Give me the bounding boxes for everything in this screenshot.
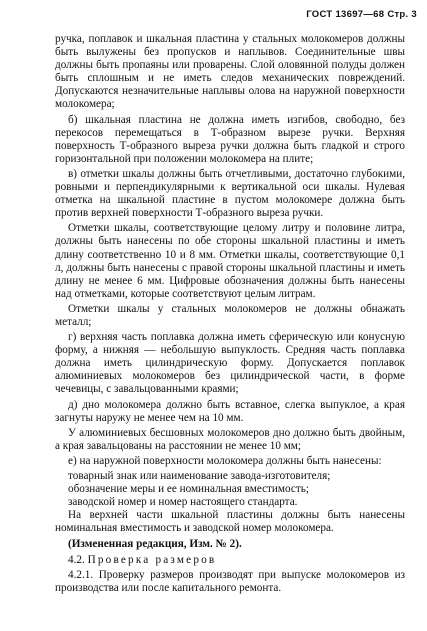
page-header [306,9,417,20]
paragraph-d: д) дно молокомера должно быть вставное, слегка выпуклое, а края загнуты наружу не менее чем на 10 мм. [55,398,405,424]
section-heading [55,554,405,567]
list-item: заводской номер и номер настоящего стандарта. [68,496,298,509]
page-number: Стр. 3 [387,9,417,20]
paragraph-e: е) на наружной поверхности молокомера должны быть нанесены: [68,454,382,467]
list-item: обозначение меры и ее номинальная вместимость; [68,483,309,496]
list-item: товарный знак или наименование завода-изготовителя; [68,470,331,482]
paragraph-aluminium-bottom: У алюминиевых бесшовных молокомеров дно должно быть двойным, а края завальцованы на расстоянии не менее 10 мм; [55,426,405,452]
paragraph-b: б) шкальная пластина не должна иметь изгибов, свободно, без перекосов перемещаться в Т-образном вырезе ручки. Верхняя поверхность Т-образного выреза ручки должна быть гладкой и строго горизонтальной при положении молокомера на плите; [55,113,405,165]
paragraph-plate-marking: На верхней части шкальной пластины должны быть нанесены номинальная вместимость и заводской номер молокомера. [55,509,405,535]
amendment-note: (Измененная редакция, Изм. № 2). [68,538,242,551]
paragraph-g: г) верхняя часть поплавка должна иметь сферическую или конусную форму, а нижняя — небольшую выпуклость. Средняя часть поплавка должна иметь цилиндрическую форму. Допускается поплавок алюминиевых молокомеров без цилиндрической части, в форме чечевицы, с завальцованными краями; [55,331,405,396]
standard-number: ГОСТ 13697—68 [306,9,385,20]
paragraph-4-2-1: 4.2.1. Проверку размеров производят при выпуске молокомеров из производства или после капитального ремонта. [55,568,405,594]
section-number: 4.2. [68,553,85,566]
section-title: Проверка размеров [87,553,217,566]
document-body [55,33,405,597]
paragraph-continuation: ручка, поплавок и шкальная пластина у стальных молокомеров должны быть вылужены без пропусков и наплывов. Соединительные швы должны быть пропаяны или проварены. Слой оловянной полуды должен быть сплошным и не иметь следов механических повреждений. Допускаются незначительные наплывы олова на наружной поверхности молокомера; [55,33,405,111]
paragraph-scale-marks: Отметки шкалы, соответствующие целому литру и половине литра, должны быть нанесены по обе стороны шкальной пластины и иметь длину соответственно 10 и 8 мм. Отметки шкалы, соответствующие 0,1 л, должны быть нанесены с правой стороны шкальной пластины и иметь длину не менее 6 мм. Цифровые обозначения должны быть нанесены над отметками, которые соответствуют целым литрам. [55,222,405,300]
paragraph-steel-marks: Отметки шкалы у стальных молокомеров не должны обнажать металл; [55,302,405,328]
paragraph-v: в) отметки шкалы должны быть отчетливыми, достаточно глубокими, ровными и перпендикулярными к вертикальной оси шкалы. Нулевая отметка на шкальной пластине в пустом молокомере должна быть против верхней поверхности Т-образного выреза ручки. [55,167,405,220]
